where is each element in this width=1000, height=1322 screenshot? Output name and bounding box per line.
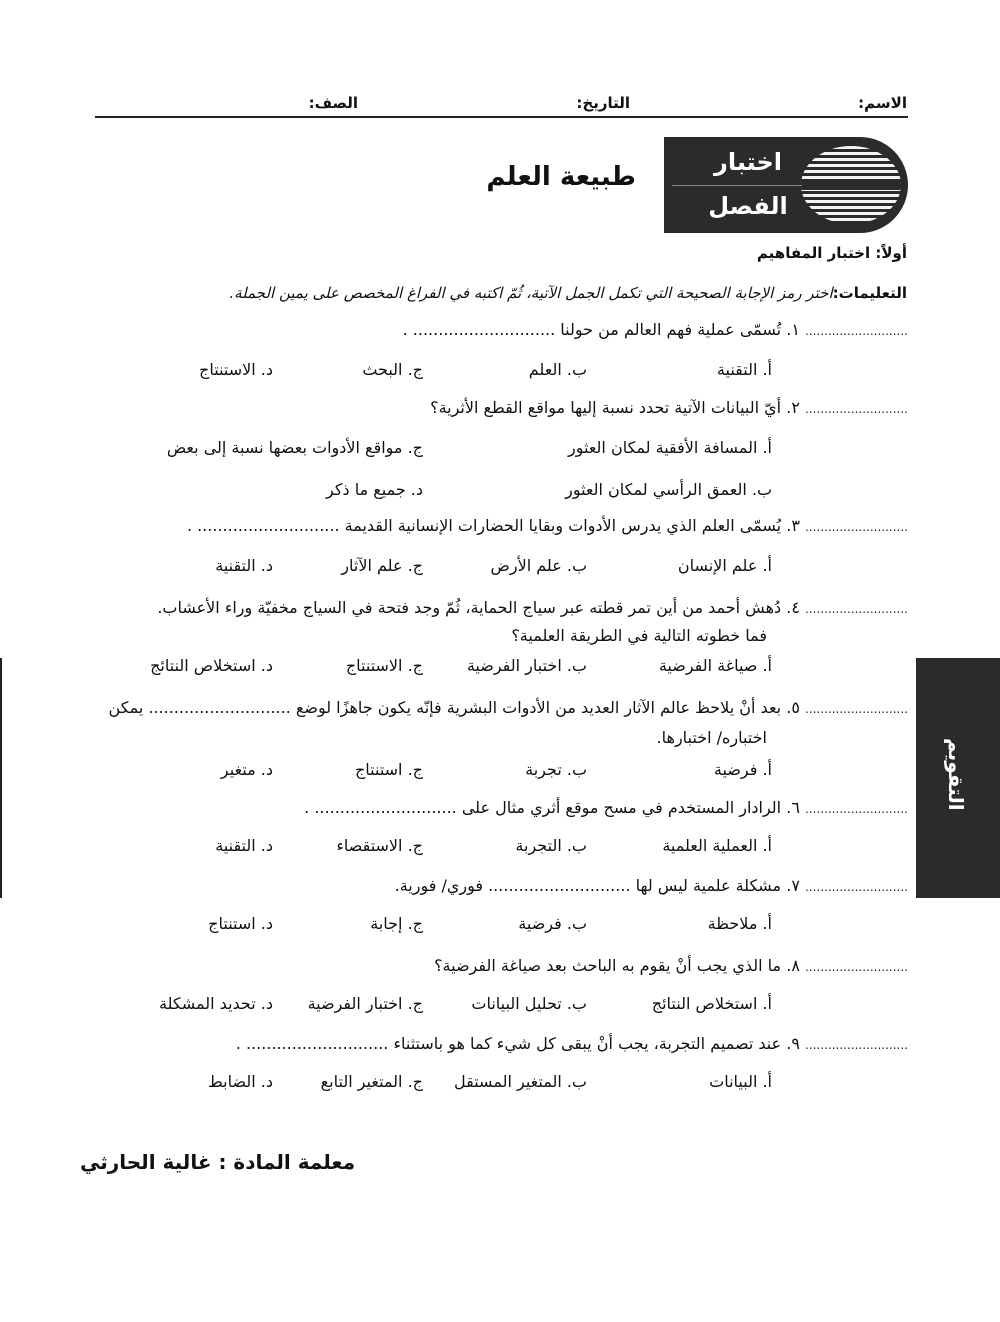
instructions-label: التعليمات: [832,284,907,302]
answer-blank[interactable]: ........................... [805,402,908,416]
option-d[interactable]: د. الضابط [207,1072,273,1091]
question-number: ٢. [786,398,800,417]
question-text: عند تصميم التجربة، يجب أنْ يبقى كل شيء كما هو باستثناء ............................ . [235,1034,782,1053]
name-label: الاسم: [858,94,907,112]
option-c[interactable]: ج. مواقع الأدوات بعضها نسبة إلى بعض [166,438,423,457]
option-a[interactable]: أ. علم الإنسان [677,556,772,575]
banner-separator [672,185,802,186]
option-a[interactable]: أ. ملاحظة [707,914,772,933]
question-9 [236,1034,908,1053]
option-b[interactable]: ب. التجربة [515,836,587,855]
option-d[interactable]: د. التقنية [215,556,273,575]
option-c[interactable]: ج. الاستقصاء [336,836,423,855]
option-c[interactable]: ج. استنتاج [354,760,423,779]
question-number: ١. [786,320,800,339]
question-number: ٩. [786,1034,800,1053]
option-d[interactable]: د. الاستنتاج [199,360,273,379]
option-a[interactable]: أ. فرضية [713,760,772,779]
question-number: ٨. [786,956,800,975]
section-title: أولاً: اختبار المفاهيم [756,244,907,262]
question-number: ٣. [786,516,800,535]
option-a[interactable]: أ. العملية العلمية [662,836,772,855]
question-text: دُهش أحمد من أين تمر قطته عبر سياج الحماية، ثُمّ وجد فتحة في السياج مخفيّة وراء الأعشاب. [157,598,782,617]
answer-blank[interactable]: ........................... [805,1038,908,1052]
answer-blank[interactable]: ........................... [805,880,908,894]
option-d[interactable]: د. استخلاص النتائج [150,656,273,675]
option-b[interactable]: ب. علم الأرض [490,556,587,575]
option-c[interactable]: ج. علم الآثار [341,556,423,575]
question-4 [157,598,908,617]
striped-globe-icon [801,146,901,224]
option-c[interactable]: ج. البحث [362,360,423,379]
option-c[interactable]: ج. إجابة [370,914,423,933]
option-a[interactable]: أ. صياغة الفرضية [658,656,772,675]
question-1 [403,320,908,339]
answer-blank[interactable]: ........................... [805,960,908,974]
option-b[interactable]: ب. العمق الرأسي لمكان العثور [565,480,772,499]
question-text: تُسمّى عملية فهم العالم من حولنا ............................ . [402,320,782,339]
instructions-text: اختر رمز الإجابة الصحيحة التي تكمل الجمل الآتية، ثُمّ اكتبه في الفراغ المخصص على يمين الجملة. [229,284,833,302]
question-text: الرادار المستخدم في مسح موقع أثري مثال على ............................ . [304,798,782,817]
answer-blank[interactable]: ........................... [805,802,908,816]
answer-blank[interactable]: ........................... [805,324,908,338]
option-b[interactable]: ب. المتغير المستقل [454,1072,587,1091]
question-6 [304,798,908,817]
option-b[interactable]: ب. فرضية [518,914,587,933]
option-d[interactable]: د. استنتاج [208,914,273,933]
option-b[interactable]: ب. العلم [528,360,587,379]
question-4-continued: فما خطوته التالية في الطريقة العلمية؟ [511,626,767,645]
option-c[interactable]: ج. المتغير التابع [320,1072,423,1091]
question-text: ما الذي يجب أنْ يقوم به الباحث بعد صياغة الفرضية؟ [434,956,782,975]
header-divider [95,116,908,118]
option-a[interactable]: أ. البيانات [709,1072,772,1091]
banner-line2: الفصل [708,192,788,220]
assessment-side-tab [916,658,1000,898]
teacher-name: معلمة المادة : غالية الحارثي [80,1150,356,1174]
option-d[interactable]: د. جميع ما ذكر [326,480,423,499]
option-a[interactable]: أ. استخلاص النتائج [651,994,772,1013]
date-label: التاريخ: [576,94,630,112]
option-b[interactable]: ب. تجربة [525,760,587,779]
question-number: ٧. [786,876,800,895]
answer-blank[interactable]: ........................... [805,520,908,534]
option-d[interactable]: د. التقنية [215,836,273,855]
question-number: ٦. [786,798,800,817]
option-a[interactable]: أ. المسافة الأفقية لمكان العثور [568,438,772,457]
option-b[interactable]: ب. تحليل البيانات [471,994,587,1013]
answer-blank[interactable]: ........................... [805,602,908,616]
side-tab-label: التقويم [944,738,968,811]
option-b[interactable]: ب. اختبار الفرضية [466,656,587,675]
question-7 [395,876,908,895]
question-number: ٤. [786,598,800,617]
option-c[interactable]: ج. الاستنتاج [345,656,423,675]
question-2 [430,398,908,417]
instructions [229,284,907,302]
question-text: مشكلة علمية ليس لها ............................ فوري/ فورية. [394,876,782,895]
option-c[interactable]: ج. اختبار الفرضية [307,994,423,1013]
question-number: ٥. [786,698,800,717]
question-5-continued: اختباره/ اختبارها. [656,728,767,747]
question-5 [109,698,908,717]
question-8 [434,956,908,975]
class-label: الصف: [308,94,358,112]
answer-blank[interactable]: ........................... [805,702,908,716]
option-a[interactable]: أ. التقنية [716,360,772,379]
question-text: بعد أنْ يلاحظ عالم الآثار العديد من الأدوات البشرية فإنّه يكون جاهزًا لوضع ............................ يمكن [108,698,782,717]
subject-title: طبيعة العلم [486,162,636,192]
banner-line1: اختبار [714,148,782,176]
question-text: أيّ البيانات الآتية تحدد نسبة إليها مواقع القطع الأثرية؟ [430,398,782,417]
option-d[interactable]: د. متغير [220,760,273,779]
left-margin-bar [0,658,2,898]
option-d[interactable]: د. تحديد المشكلة [159,994,273,1013]
question-text: يُسمّى العلم الذي يدرس الأدوات وبقايا الحضارات الإنسانية القديمة ............................ . [186,516,782,535]
question-3 [187,516,908,535]
